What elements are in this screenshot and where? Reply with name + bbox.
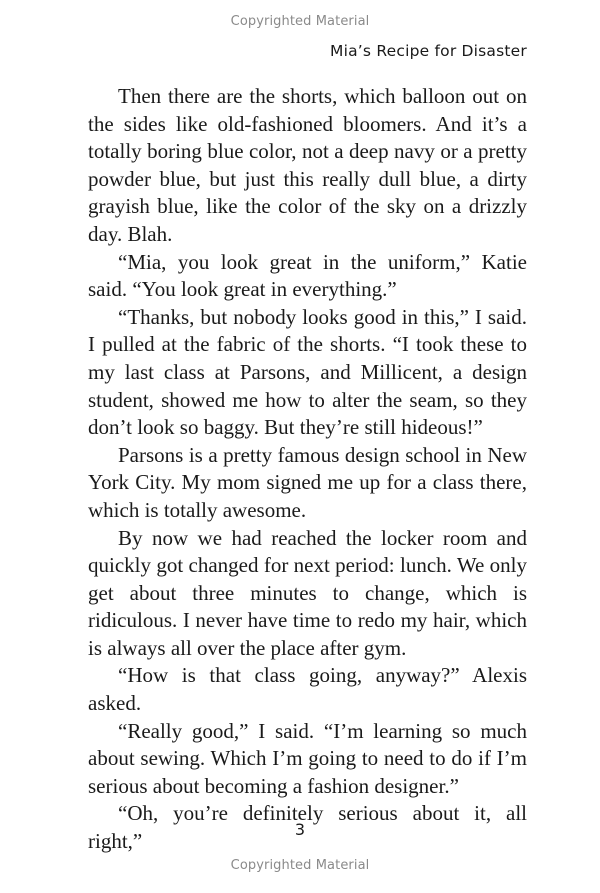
page-number: 3 bbox=[294, 820, 306, 839]
paragraph-7: “Really good,” I said. “I’m learning so much about sewing. Which I’m going to need to do if I’m serious about becoming a fashion designer.” bbox=[88, 718, 527, 798]
paragraph-1: Then there are the shorts, which balloon out on the sides like old-fashioned bloomers. And it’s a totally boring blue color, not a deep navy or a pretty powder blue, but just this really dull blue, a dirty grayish blue, like the color of the sky on a drizzly day. Blah. bbox=[88, 84, 527, 246]
copyright-watermark-top: Copyrighted Material bbox=[230, 14, 370, 29]
paragraph-2: “Mia, you look great in the uniform,” Katie said. “You look great in everything.” bbox=[88, 249, 527, 302]
paragraph-3: “Thanks, but nobody looks good in this,” I said. I pulled at the fabric of the shorts. “I took these to my last class at Parsons, and Millicent, a design student, showed me how to alter the seam, so they don’t look so baggy. But they’re still hideous!” bbox=[88, 304, 527, 440]
paragraph-8: “Oh, you’re definitely serious about it, all right,” bbox=[88, 801, 527, 854]
paragraph-5: By now we had reached the locker room and quickly got changed for next period: lunch. We only get about three minutes to change, which is ridiculous. I never have time to redo my hair, which is always all over the place after gym. bbox=[88, 525, 527, 660]
running-head: Mia’s Recipe for Disaster bbox=[330, 42, 527, 60]
copyright-watermark-bottom: Copyrighted Material bbox=[230, 858, 370, 873]
paragraph-4: Parsons is a pretty famous design school in New York City. My mom signed me up for a class there, which is totally awesome. bbox=[88, 442, 527, 522]
body-text bbox=[88, 83, 527, 856]
paragraph-6: “How is that class going, anyway?” Alexis asked. bbox=[88, 663, 527, 716]
